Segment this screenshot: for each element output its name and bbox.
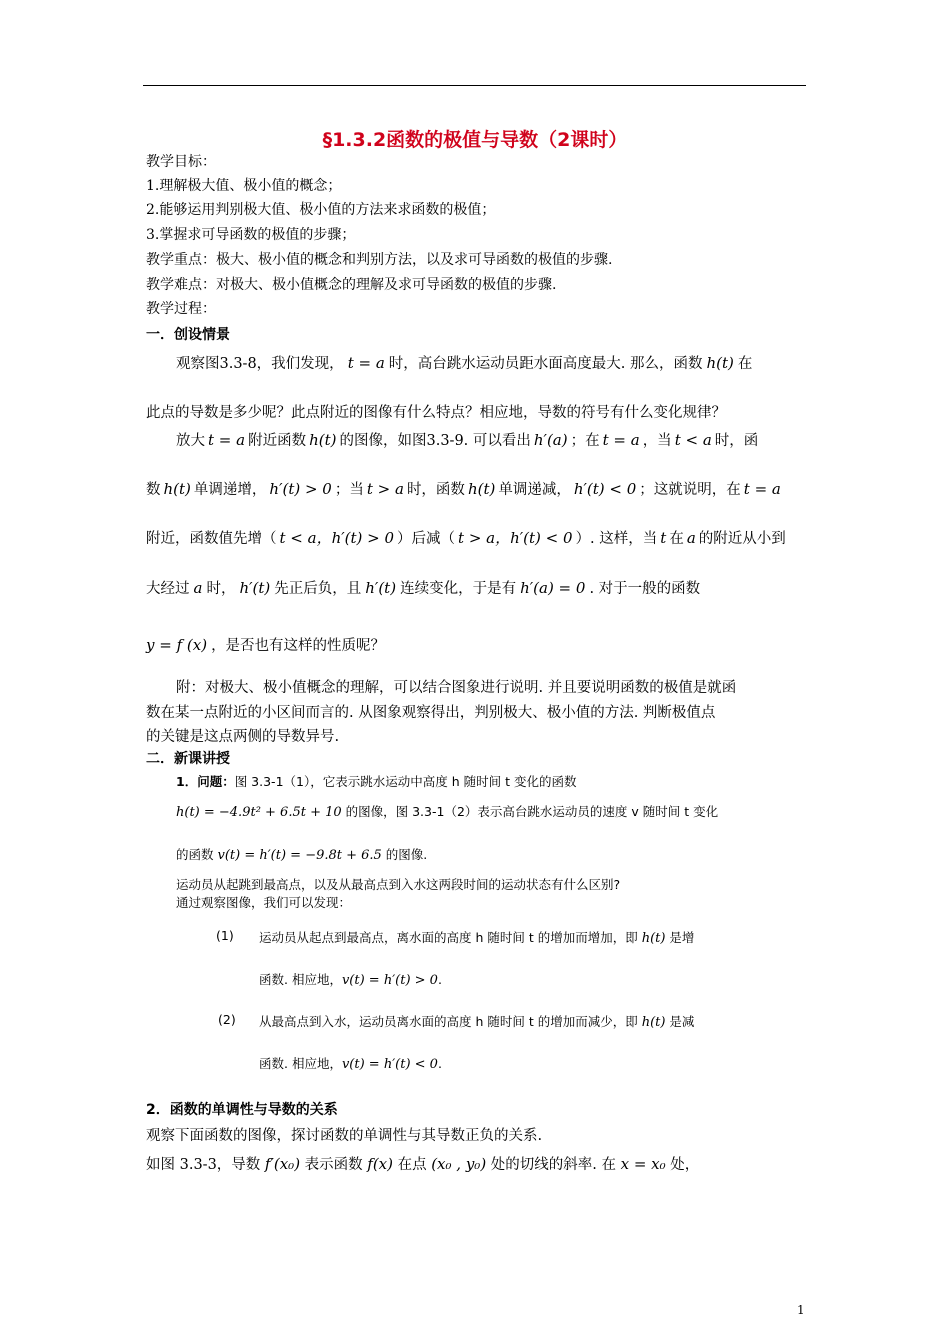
section1-line6: 大经过 a 时， h′(t) 先正后负，且 h′(t) 连续变化，于是有 h′(a) = 0 . 对于一般的函数 xyxy=(146,579,701,597)
observation-1-number: (1) xyxy=(216,928,234,943)
relation-line2: 如图 3.3-3，导数 f′(x₀) 表示函数 f(x) 在点 (x₀ , y₀) 处的切线的斜率. 在 x = x₀ 处， xyxy=(146,1155,700,1173)
section1-line4: 数 h(t) 单调递增， h′(t) > 0 ；当 t > a 时，函数 h(t) 单调递减， h′(t) < 0 ；这就说明，在 t = a xyxy=(146,480,781,498)
section1-line7: y = f (x) ，是否也有这样的性质呢？ xyxy=(146,636,386,654)
page-title: §1.3.2函数的极值与导数（2课时） xyxy=(322,129,628,151)
question-line1: 1．问题：图 3.3-1（1），它表示跳水运动中高度 h 随时间 t 变化的函数 xyxy=(176,774,577,789)
observation-1b: 函数. 相应地，v(t) = h′(t) > 0. xyxy=(259,972,442,988)
process-heading: 教学过程： xyxy=(146,301,216,317)
question-line4: 运动员从起跳到最高点，以及从最高点到入水这两段时间的运动状态有什么区别? xyxy=(176,877,621,892)
objective-1: 1.理解极大值、极小值的概念； xyxy=(146,178,342,194)
observation-1: 运动员从起点到最高点，离水面的高度 h 随时间 t 的增加而增加，即 h(t) 是增 xyxy=(259,930,695,946)
section1-line2: 此点的导数是多少呢？此点附近的图像有什么特点？相应地，导数的符号有什么变化规律？ xyxy=(146,405,726,421)
objectives-heading: 教学目标： xyxy=(146,154,216,170)
key-points: 教学重点：极大、极小值的概念和判别方法，以及求可导函数的极值的步骤. xyxy=(146,252,613,268)
observation-2-number: (2) xyxy=(218,1012,236,1027)
objective-2: 2.能够运用判别极大值、极小值的方法来求函数的极值； xyxy=(146,202,496,218)
section2-heading: 二．新课讲授 xyxy=(146,751,230,767)
note-line1: 附：对极大、极小值概念的理解，可以结合图象进行说明. 并且要说明函数的极值是就函 xyxy=(176,680,737,696)
observation-2b: 函数. 相应地，v(t) = h′(t) < 0. xyxy=(259,1056,442,1072)
page-number: 1 xyxy=(797,1303,805,1317)
question-line2: h(t) = −4.9t² + 6.5t + 10 的图像，图 3.3-1（2）表示高台跳水运动员的速度 v 随时间 t 变化 xyxy=(176,804,719,820)
header-rule xyxy=(143,85,806,86)
subsection-2-heading: 2．函数的单调性与导数的关系 xyxy=(146,1102,338,1118)
section1-line1: 观察图3.3-8，我们发现， t = a 时，高台跳水运动员距水面高度最大. 那么，函数 h(t) 在 xyxy=(176,354,753,372)
section1-line3: 放大 t = a 附近函数 h(t) 的图像，如图3.3-9. 可以看出 h′(a) ；在 t = a ，当 t < a 时，函 xyxy=(176,431,759,449)
note-line2: 数在某一点附近的小区间而言的. 从图象观察得出，判别极大、极小值的方法. 判断极值点 xyxy=(146,705,716,721)
section1-heading: 一．创设情景 xyxy=(146,327,230,343)
question-line5: 通过观察图像，我们可以发现： xyxy=(176,895,352,910)
difficulties: 教学难点：对极大、极小值概念的理解及求可导函数的极值的步骤. xyxy=(146,277,557,293)
question-line3: 的函数 v(t) = h′(t) = −9.8t + 6.5 的图像. xyxy=(176,847,428,863)
section1-line5: 附近，函数值先增（ t < a，h′(t) > 0 ）后减（ t > a，h′(t) < 0 ）. 这样，当 t 在 a 的附近从小到 xyxy=(146,529,786,547)
note-line3: 的关键是这点两侧的导数异号. xyxy=(146,729,340,745)
observation-2: 从最高点到入水，运动员离水面的高度 h 随时间 t 的增加而减少，即 h(t) 是减 xyxy=(259,1014,695,1030)
objective-3: 3.掌握求可导函数的极值的步骤； xyxy=(146,227,356,243)
relation-line1: 观察下面函数的图像，探讨函数的单调性与其导数正负的关系. xyxy=(146,1128,543,1144)
